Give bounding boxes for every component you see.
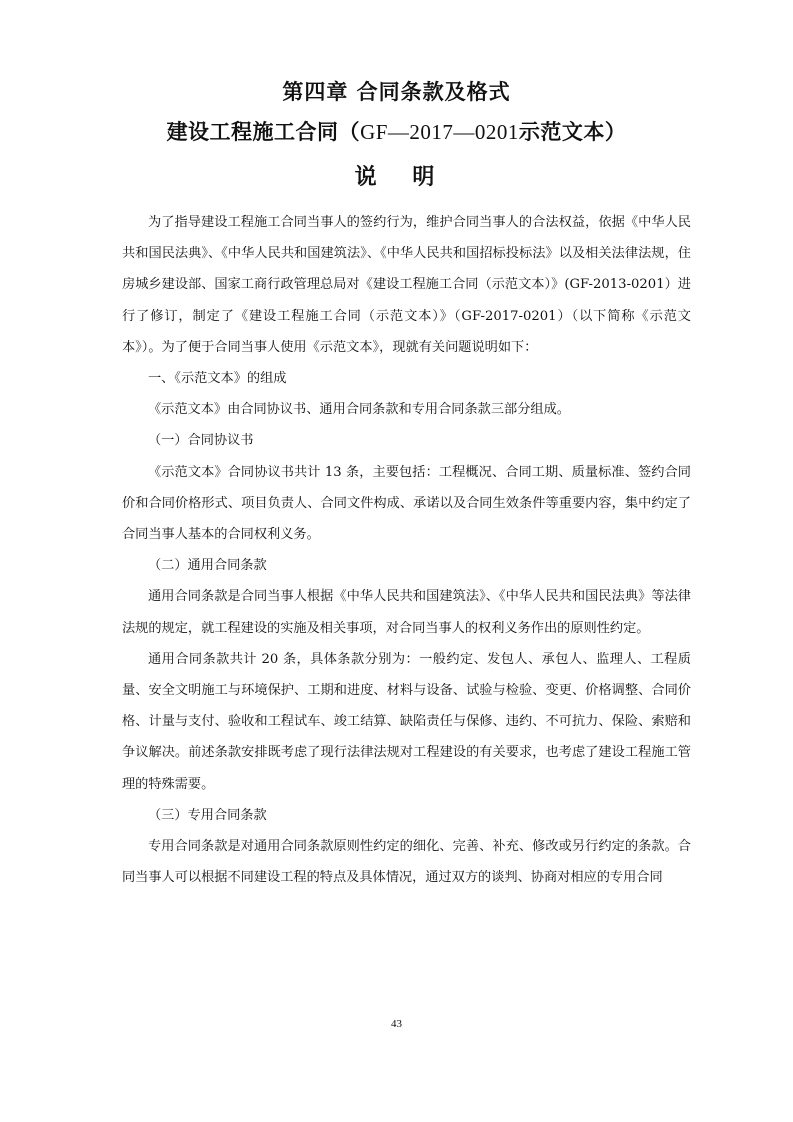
subsection-heading-agreement: （一）合同协议书	[148, 433, 254, 449]
contract-title	[0, 116, 793, 146]
contract-code: GF—2017—0201	[360, 120, 519, 144]
section-heading-composition: 一、《示范文本》的组成	[148, 371, 287, 387]
contract-title-suffix: 示范文本）	[518, 120, 627, 144]
subsection-heading-general-terms: （二）通用合同条款	[148, 558, 267, 574]
subsection-heading-special-terms: （三）专用合同条款	[148, 807, 267, 823]
paragraph-composition: 《示范文本》由合同协议书、通用合同条款和专用合同条款三部分组成。	[148, 402, 570, 418]
paragraph-special-terms: 专用合同条款是对通用合同条款原则性约定的细化、完善、补充、修改或另行约定的条款。合同当事人可以根据不同建设工程的特点及具体情况，通过双方的谈判、协商对相应的专用合同	[122, 839, 691, 886]
body-text	[122, 207, 691, 893]
chapter-heading: 第四章 合同条款及格式	[282, 80, 511, 104]
contract-title-prefix: 建设工程施工合同（	[166, 120, 361, 144]
page-number: 43	[391, 1018, 402, 1030]
paragraph-general-terms-list: 通用合同条款共计 20 条，具体条款分别为：一般约定、发包人、承包人、监理人、工程质量、安全文明施工与环境保护、工期和进度、材料与设备、试验与检验、变更、价格调整、合同价格、计量与支付、验收和工程试车、竣工结算、缺陷责任与保修、违约、不可抗力、保险、索赔和争议解决。前述条款安排既考虑了现行法律法规对工程建设的有关要求，也考虑了建设工程施工管理的特殊需要。	[122, 651, 691, 792]
paragraph-agreement: 《示范文本》合同协议书共计 13 条，主要包括：工程概况、合同工期、质量标准、签约合同价和合同价格形式、项目负责人、合同文件构成、承诺以及合同生效条件等重要内容，集中约定了合同当事人基本的合同权利义务。	[122, 464, 691, 543]
paragraph-intro: 为了指导建设工程施工合同当事人的签约行为，维护合同当事人的合法权益，依据《中华人民共和国民法典》、《中华人民共和国建筑法》、《中华人民共和国招标投标法》以及相关法律法规，住房城乡建设部、国家工商行政管理总局对《建设工程施工合同（示范文本）》(GF-2013-0201）进行了修订，制定了《建设工程施工合同（示范文本）》（GF-2017-0201）（以下简称《示范文本》）。为了便于合同当事人使用《示范文本》，现就有关问题说明如下：	[122, 215, 691, 355]
paragraph-general-terms: 通用合同条款是合同当事人根据《中华人民共和国建筑法》、《中华人民共和国民法典》等法律法规的规定，就工程建设的实施及相关事项，对合同当事人的权利义务作出的原则性约定。	[122, 589, 691, 636]
explanation-heading: 说 明	[354, 165, 449, 190]
